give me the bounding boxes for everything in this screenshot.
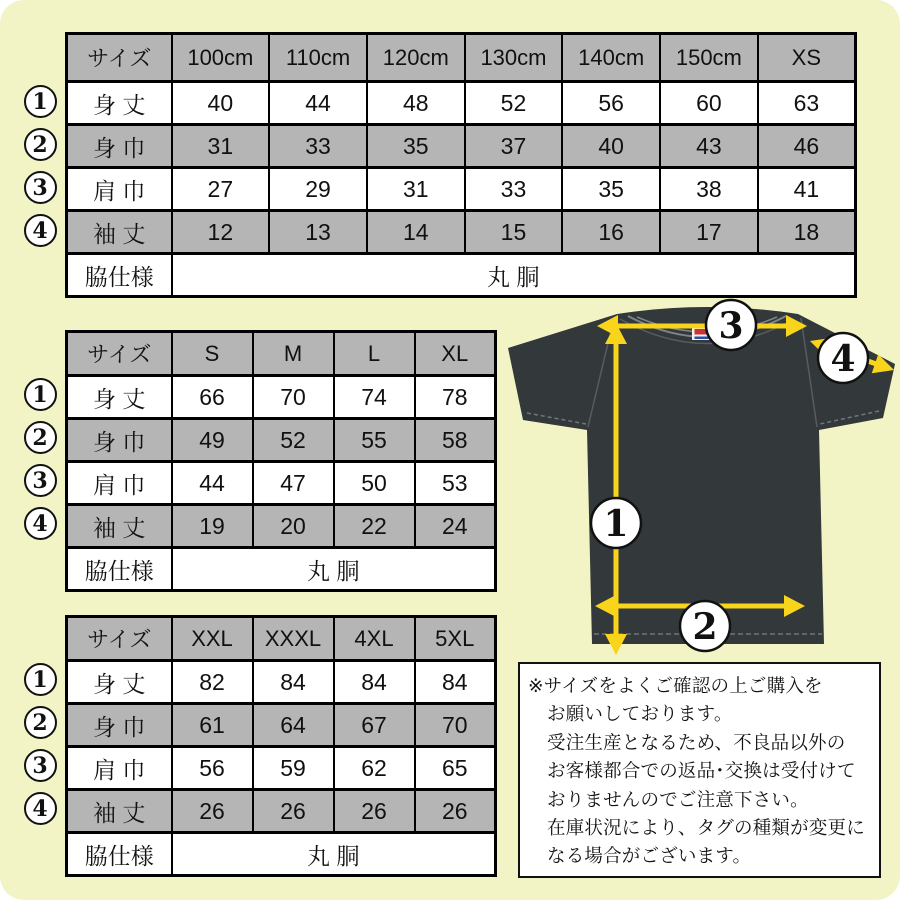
circled-number: 3 bbox=[24, 749, 57, 782]
size-table-block-adult bbox=[32, 330, 497, 592]
marker-slot bbox=[19, 373, 61, 416]
side-spec-value: 丸 胴 bbox=[172, 833, 496, 876]
size-value-cell: 26 bbox=[415, 790, 496, 833]
size-value-cell: 70 bbox=[253, 376, 334, 419]
size-value-cell: 50 bbox=[334, 462, 415, 505]
table-row bbox=[67, 419, 496, 462]
size-value-cell: 38 bbox=[660, 168, 758, 211]
column-header: 110cm bbox=[269, 34, 367, 82]
size-value-cell: 70 bbox=[415, 704, 496, 747]
row-label: 袖 丈 bbox=[67, 211, 172, 254]
size-value-cell: 65 bbox=[415, 747, 496, 790]
column-header: M bbox=[253, 332, 334, 376]
size-value-cell: 33 bbox=[465, 168, 563, 211]
row-label: 肩 巾 bbox=[67, 462, 172, 505]
size-value-cell: 31 bbox=[367, 168, 465, 211]
size-value-cell: 58 bbox=[415, 419, 496, 462]
size-value-cell: 24 bbox=[415, 505, 496, 548]
size-table-block-kids bbox=[32, 32, 857, 298]
row-number-markers bbox=[19, 80, 61, 252]
table-row bbox=[67, 82, 856, 125]
size-value-cell: 19 bbox=[172, 505, 253, 548]
size-value-cell: 82 bbox=[172, 661, 253, 704]
header-row bbox=[67, 34, 856, 82]
table-row bbox=[67, 168, 856, 211]
size-value-cell: 67 bbox=[334, 704, 415, 747]
row-label: 身 丈 bbox=[67, 82, 172, 125]
row-label: 袖 丈 bbox=[67, 790, 172, 833]
column-header: XL bbox=[415, 332, 496, 376]
marker-slot bbox=[19, 209, 61, 252]
note-line: お願いしております。 bbox=[547, 703, 733, 725]
size-value-cell: 61 bbox=[172, 704, 253, 747]
size-value-cell: 40 bbox=[562, 125, 660, 168]
size-value-cell: 29 bbox=[269, 168, 367, 211]
tshirt-measurement-diagram bbox=[502, 296, 900, 662]
size-value-cell: 56 bbox=[172, 747, 253, 790]
column-header: L bbox=[334, 332, 415, 376]
size-value-cell: 63 bbox=[758, 82, 856, 125]
row-label: 肩 巾 bbox=[67, 747, 172, 790]
marker-slot bbox=[19, 166, 61, 209]
size-value-cell: 74 bbox=[334, 376, 415, 419]
side-spec-value: 丸 胴 bbox=[172, 548, 496, 591]
marker-slot bbox=[19, 658, 61, 701]
size-value-cell: 16 bbox=[562, 211, 660, 254]
size-value-cell: 22 bbox=[334, 505, 415, 548]
size-value-cell: 49 bbox=[172, 419, 253, 462]
side-spec-row bbox=[67, 254, 856, 297]
diagram-marker-4 bbox=[818, 333, 868, 383]
row-label: 身 丈 bbox=[67, 376, 172, 419]
size-value-cell: 44 bbox=[269, 82, 367, 125]
diagram-marker-1 bbox=[591, 498, 641, 548]
column-header: S bbox=[172, 332, 253, 376]
size-value-cell: 78 bbox=[415, 376, 496, 419]
table-row bbox=[67, 505, 496, 548]
size-value-cell: 15 bbox=[465, 211, 563, 254]
side-spec-label: 脇仕様 bbox=[67, 833, 172, 876]
size-value-cell: 59 bbox=[253, 747, 334, 790]
column-header: 140cm bbox=[562, 34, 660, 82]
svg-text:1: 1 bbox=[603, 503, 629, 545]
marker-slot bbox=[19, 787, 61, 830]
tshirt-diagram-svg bbox=[502, 296, 900, 662]
diagram-marker-2 bbox=[680, 601, 730, 651]
size-value-cell: 64 bbox=[253, 704, 334, 747]
size-header-label: サイズ bbox=[67, 332, 172, 376]
marker-slot bbox=[19, 459, 61, 502]
table-row bbox=[67, 376, 496, 419]
size-value-cell: 41 bbox=[758, 168, 856, 211]
size-table-adult bbox=[65, 330, 497, 592]
side-spec-label: 脇仕様 bbox=[67, 548, 172, 591]
circled-number: 1 bbox=[24, 85, 57, 118]
row-number-markers bbox=[19, 658, 61, 830]
size-value-cell: 60 bbox=[660, 82, 758, 125]
marker-slot bbox=[19, 80, 61, 123]
marker-slot bbox=[19, 416, 61, 459]
note-line: おりませんのでご注意下さい。 bbox=[547, 788, 809, 810]
size-value-cell: 40 bbox=[172, 82, 270, 125]
header-row bbox=[67, 617, 496, 661]
size-value-cell: 17 bbox=[660, 211, 758, 254]
column-header: 150cm bbox=[660, 34, 758, 82]
size-value-cell: 53 bbox=[415, 462, 496, 505]
size-value-cell: 12 bbox=[172, 211, 270, 254]
size-value-cell: 44 bbox=[172, 462, 253, 505]
size-value-cell: 14 bbox=[367, 211, 465, 254]
size-value-cell: 56 bbox=[562, 82, 660, 125]
row-label: 身 巾 bbox=[67, 125, 172, 168]
size-value-cell: 26 bbox=[334, 790, 415, 833]
purchase-note-box bbox=[518, 662, 881, 878]
size-value-cell: 47 bbox=[253, 462, 334, 505]
column-header: 4XL bbox=[334, 617, 415, 661]
note-line: お客様都合での返品･交換は受付けて bbox=[547, 760, 856, 782]
column-header: 100cm bbox=[172, 34, 270, 82]
svg-text:4: 4 bbox=[830, 338, 856, 380]
size-table-kids bbox=[65, 32, 857, 298]
size-value-cell: 20 bbox=[253, 505, 334, 548]
row-number-markers bbox=[19, 373, 61, 545]
size-value-cell: 48 bbox=[367, 82, 465, 125]
marker-slot bbox=[19, 502, 61, 545]
note-line: 受注生産となるため、不良品以外の bbox=[547, 731, 846, 753]
size-value-cell: 66 bbox=[172, 376, 253, 419]
circled-number: 3 bbox=[24, 464, 57, 497]
table-row bbox=[67, 747, 496, 790]
size-value-cell: 52 bbox=[465, 82, 563, 125]
circled-number: 1 bbox=[24, 378, 57, 411]
column-header: XXL bbox=[172, 617, 253, 661]
side-spec-row bbox=[67, 833, 496, 876]
size-value-cell: 13 bbox=[269, 211, 367, 254]
svg-text:3: 3 bbox=[718, 305, 744, 347]
note-line: ※サイズをよくご確認の上ご購入を bbox=[528, 675, 823, 696]
size-value-cell: 84 bbox=[334, 661, 415, 704]
circled-number: 4 bbox=[24, 792, 57, 825]
size-value-cell: 43 bbox=[660, 125, 758, 168]
size-value-cell: 18 bbox=[758, 211, 856, 254]
table-row bbox=[67, 661, 496, 704]
row-label: 身 巾 bbox=[67, 419, 172, 462]
circled-number: 1 bbox=[24, 663, 57, 696]
size-value-cell: 31 bbox=[172, 125, 270, 168]
size-value-cell: 55 bbox=[334, 419, 415, 462]
note-line: なる場合がございます。 bbox=[547, 845, 752, 867]
circled-number: 2 bbox=[24, 421, 57, 454]
column-header: 130cm bbox=[465, 34, 563, 82]
circled-number: 3 bbox=[24, 171, 57, 204]
side-spec-row bbox=[67, 548, 496, 591]
circled-number: 4 bbox=[24, 507, 57, 540]
column-header: XXXL bbox=[253, 617, 334, 661]
row-label: 身 丈 bbox=[67, 661, 172, 704]
side-spec-label: 脇仕様 bbox=[67, 254, 172, 297]
size-value-cell: 33 bbox=[269, 125, 367, 168]
size-table-block-big bbox=[32, 615, 497, 877]
size-value-cell: 84 bbox=[253, 661, 334, 704]
column-header: 120cm bbox=[367, 34, 465, 82]
side-spec-value: 丸 胴 bbox=[172, 254, 856, 297]
table-row bbox=[67, 125, 856, 168]
column-header: 5XL bbox=[415, 617, 496, 661]
size-table-big bbox=[65, 615, 497, 877]
marker-slot bbox=[19, 123, 61, 166]
size-value-cell: 52 bbox=[253, 419, 334, 462]
row-label: 肩 巾 bbox=[67, 168, 172, 211]
circled-number: 2 bbox=[24, 706, 57, 739]
svg-text:2: 2 bbox=[692, 606, 718, 648]
circled-number: 4 bbox=[24, 214, 57, 247]
marker-slot bbox=[19, 701, 61, 744]
diagram-marker-3 bbox=[706, 300, 756, 350]
row-label: 身 巾 bbox=[67, 704, 172, 747]
size-value-cell: 84 bbox=[415, 661, 496, 704]
size-value-cell: 62 bbox=[334, 747, 415, 790]
size-header-label: サイズ bbox=[67, 617, 172, 661]
note-line: 在庫状況により、タグの種類が変更に bbox=[547, 817, 865, 839]
size-value-cell: 35 bbox=[562, 168, 660, 211]
header-row bbox=[67, 332, 496, 376]
table-row bbox=[67, 704, 496, 747]
column-header: XS bbox=[758, 34, 856, 82]
table-row bbox=[67, 790, 496, 833]
circled-number: 2 bbox=[24, 128, 57, 161]
size-value-cell: 37 bbox=[465, 125, 563, 168]
table-row bbox=[67, 462, 496, 505]
size-value-cell: 46 bbox=[758, 125, 856, 168]
row-label: 袖 丈 bbox=[67, 505, 172, 548]
size-value-cell: 27 bbox=[172, 168, 270, 211]
table-row bbox=[67, 211, 856, 254]
size-value-cell: 35 bbox=[367, 125, 465, 168]
size-value-cell: 26 bbox=[253, 790, 334, 833]
marker-slot bbox=[19, 744, 61, 787]
size-value-cell: 26 bbox=[172, 790, 253, 833]
size-header-label: サイズ bbox=[67, 34, 172, 82]
